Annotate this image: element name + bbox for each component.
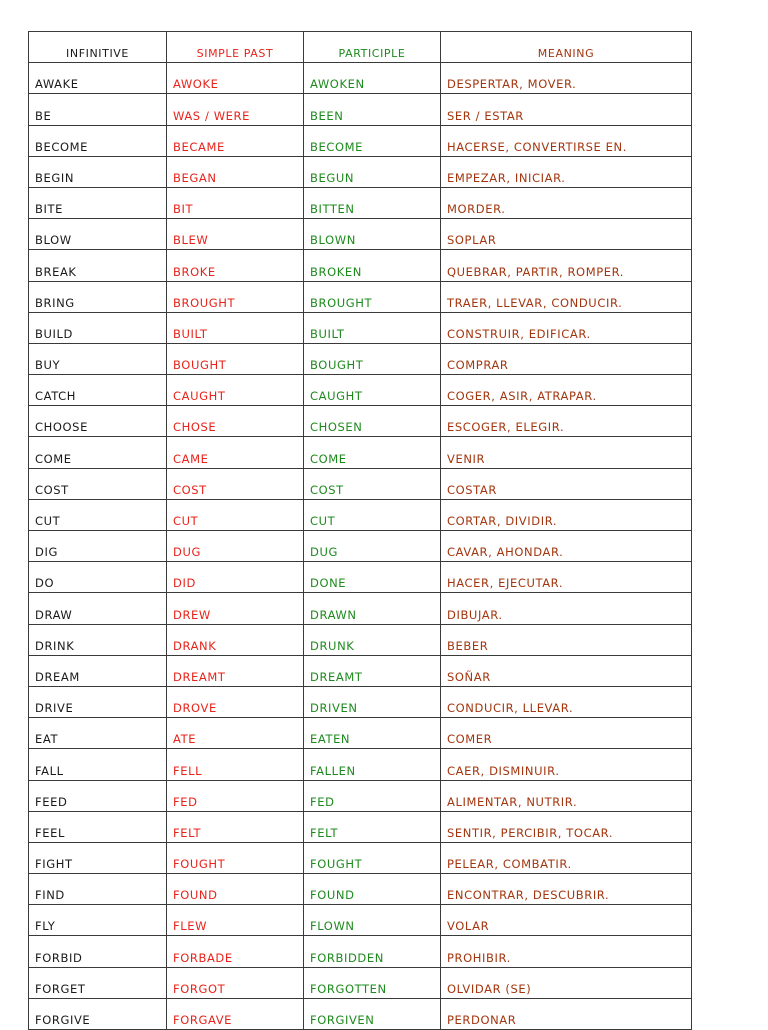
table-row xyxy=(29,375,692,406)
cell-participle: FED xyxy=(304,780,441,811)
table-row xyxy=(29,811,692,842)
cell-participle: BOUGHT xyxy=(304,343,441,374)
table-row xyxy=(29,187,692,218)
cell-simple-past: FLEW xyxy=(167,905,304,936)
cell-participle: DONE xyxy=(304,562,441,593)
cell-meaning: COGER, ASIR, ATRAPAR. xyxy=(441,375,692,406)
cell-meaning: HACERSE, CONVERTIRSE EN. xyxy=(441,125,692,156)
table-row xyxy=(29,281,692,312)
cell-meaning: SOPLAR xyxy=(441,219,692,250)
cell-infinitive: BLOW xyxy=(29,219,167,250)
table-row xyxy=(29,593,692,624)
cell-meaning: OLVIDAR (SE) xyxy=(441,967,692,998)
cell-infinitive: BUILD xyxy=(29,312,167,343)
cell-meaning: DESPERTAR, MOVER. xyxy=(441,63,692,94)
cell-infinitive: FALL xyxy=(29,749,167,780)
cell-meaning: PELEAR, COMBATIR. xyxy=(441,842,692,873)
cell-infinitive: AWAKE xyxy=(29,63,167,94)
table-row xyxy=(29,437,692,468)
cell-participle: BLOWN xyxy=(304,219,441,250)
cell-simple-past: FORBADE xyxy=(167,936,304,967)
cell-participle: DRUNK xyxy=(304,624,441,655)
table-row xyxy=(29,780,692,811)
table-row xyxy=(29,967,692,998)
cell-infinitive: BUY xyxy=(29,343,167,374)
cell-participle: FORGOTTEN xyxy=(304,967,441,998)
cell-simple-past: CUT xyxy=(167,499,304,530)
cell-meaning: CONDUCIR, LLEVAR. xyxy=(441,686,692,717)
cell-participle: BEEN xyxy=(304,94,441,125)
cell-participle: BECOME xyxy=(304,125,441,156)
cell-meaning: ESCOGER, ELEGIR. xyxy=(441,406,692,437)
cell-simple-past: BOUGHT xyxy=(167,343,304,374)
cell-meaning: COMPRAR xyxy=(441,343,692,374)
cell-simple-past: DREAMT xyxy=(167,655,304,686)
cell-participle: FORGIVEN xyxy=(304,998,441,1029)
cell-simple-past: FORGOT xyxy=(167,967,304,998)
cell-infinitive: COST xyxy=(29,468,167,499)
cell-participle: FLOWN xyxy=(304,905,441,936)
cell-simple-past: BIT xyxy=(167,187,304,218)
cell-simple-past: BROUGHT xyxy=(167,281,304,312)
cell-simple-past: FED xyxy=(167,780,304,811)
cell-simple-past: FOUND xyxy=(167,874,304,905)
cell-infinitive: DREAM xyxy=(29,655,167,686)
table-row xyxy=(29,250,692,281)
cell-simple-past: BUILT xyxy=(167,312,304,343)
cell-infinitive: BEGIN xyxy=(29,156,167,187)
cell-infinitive: DO xyxy=(29,562,167,593)
cell-meaning: DIBUJAR. xyxy=(441,593,692,624)
cell-meaning: CONSTRUIR, EDIFICAR. xyxy=(441,312,692,343)
cell-participle: CUT xyxy=(304,499,441,530)
table-row xyxy=(29,686,692,717)
table-row xyxy=(29,936,692,967)
table-row xyxy=(29,998,692,1029)
cell-meaning: PERDONAR xyxy=(441,998,692,1029)
cell-infinitive: FEEL xyxy=(29,811,167,842)
cell-meaning: EMPEZAR, INICIAR. xyxy=(441,156,692,187)
table-row xyxy=(29,874,692,905)
cell-infinitive: FORBID xyxy=(29,936,167,967)
cell-infinitive: FIGHT xyxy=(29,842,167,873)
table-row xyxy=(29,343,692,374)
cell-participle: CHOSEN xyxy=(304,406,441,437)
cell-simple-past: BLEW xyxy=(167,219,304,250)
cell-infinitive: BREAK xyxy=(29,250,167,281)
cell-participle: EATEN xyxy=(304,718,441,749)
cell-participle: CAUGHT xyxy=(304,375,441,406)
table-row xyxy=(29,531,692,562)
cell-infinitive: DIG xyxy=(29,531,167,562)
table-row xyxy=(29,842,692,873)
cell-infinitive: CHOOSE xyxy=(29,406,167,437)
table-row xyxy=(29,219,692,250)
cell-meaning: SOÑAR xyxy=(441,655,692,686)
cell-infinitive: FLY xyxy=(29,905,167,936)
cell-meaning: SENTIR, PERCIBIR, TOCAR. xyxy=(441,811,692,842)
cell-infinitive: FEED xyxy=(29,780,167,811)
cell-simple-past: BROKE xyxy=(167,250,304,281)
cell-simple-past: BEGAN xyxy=(167,156,304,187)
table-row xyxy=(29,499,692,530)
cell-infinitive: EAT xyxy=(29,718,167,749)
cell-meaning: TRAER, LLEVAR, CONDUCIR. xyxy=(441,281,692,312)
cell-infinitive: FORGET xyxy=(29,967,167,998)
cell-infinitive: FIND xyxy=(29,874,167,905)
cell-meaning: COSTAR xyxy=(441,468,692,499)
cell-simple-past: DROVE xyxy=(167,686,304,717)
cell-participle: BUILT xyxy=(304,312,441,343)
cell-simple-past: CAUGHT xyxy=(167,375,304,406)
cell-infinitive: DRIVE xyxy=(29,686,167,717)
cell-simple-past: COST xyxy=(167,468,304,499)
table-row xyxy=(29,905,692,936)
cell-participle: AWOKEN xyxy=(304,63,441,94)
cell-meaning: QUEBRAR, PARTIR, ROMPER. xyxy=(441,250,692,281)
cell-simple-past: AWOKE xyxy=(167,63,304,94)
cell-infinitive: CATCH xyxy=(29,375,167,406)
cell-infinitive: DRINK xyxy=(29,624,167,655)
cell-simple-past: DID xyxy=(167,562,304,593)
cell-simple-past: ATE xyxy=(167,718,304,749)
cell-infinitive: DRAW xyxy=(29,593,167,624)
cell-meaning: PROHIBIR. xyxy=(441,936,692,967)
cell-simple-past: FELL xyxy=(167,749,304,780)
cell-infinitive: BITE xyxy=(29,187,167,218)
cell-meaning: ALIMENTAR, NUTRIR. xyxy=(441,780,692,811)
cell-simple-past: CAME xyxy=(167,437,304,468)
header-simple-past: SIMPLE PAST xyxy=(167,32,304,63)
table-row xyxy=(29,125,692,156)
cell-participle: DRIVEN xyxy=(304,686,441,717)
header-infinitive: INFINITIVE xyxy=(29,32,167,63)
cell-meaning: CORTAR, DIVIDIR. xyxy=(441,499,692,530)
table-row xyxy=(29,406,692,437)
cell-simple-past: WAS / WERE xyxy=(167,94,304,125)
table-row xyxy=(29,156,692,187)
cell-participle: FALLEN xyxy=(304,749,441,780)
cell-meaning: HACER, EJECUTAR. xyxy=(441,562,692,593)
cell-simple-past: FOUGHT xyxy=(167,842,304,873)
cell-meaning: SER / ESTAR xyxy=(441,94,692,125)
cell-participle: DREAMT xyxy=(304,655,441,686)
cell-participle: DRAWN xyxy=(304,593,441,624)
header-participle: PARTICIPLE xyxy=(304,32,441,63)
table-row xyxy=(29,655,692,686)
table-row xyxy=(29,94,692,125)
cell-participle: BITTEN xyxy=(304,187,441,218)
table-row xyxy=(29,718,692,749)
cell-participle: FOUND xyxy=(304,874,441,905)
cell-simple-past: DREW xyxy=(167,593,304,624)
cell-participle: COST xyxy=(304,468,441,499)
cell-participle: DUG xyxy=(304,531,441,562)
cell-simple-past: DRANK xyxy=(167,624,304,655)
cell-simple-past: FORGAVE xyxy=(167,998,304,1029)
table-row xyxy=(29,749,692,780)
cell-participle: FELT xyxy=(304,811,441,842)
cell-infinitive: BECOME xyxy=(29,125,167,156)
verb-table-body xyxy=(29,32,692,1030)
cell-meaning: VENIR xyxy=(441,437,692,468)
table-row xyxy=(29,63,692,94)
cell-simple-past: BECAME xyxy=(167,125,304,156)
cell-meaning: BEBER xyxy=(441,624,692,655)
cell-infinitive: FORGIVE xyxy=(29,998,167,1029)
cell-participle: BEGUN xyxy=(304,156,441,187)
table-row xyxy=(29,312,692,343)
cell-participle: BROKEN xyxy=(304,250,441,281)
cell-participle: BROUGHT xyxy=(304,281,441,312)
cell-meaning: MORDER. xyxy=(441,187,692,218)
cell-meaning: ENCONTRAR, DESCUBRIR. xyxy=(441,874,692,905)
cell-infinitive: BRING xyxy=(29,281,167,312)
table-row xyxy=(29,468,692,499)
cell-meaning: COMER xyxy=(441,718,692,749)
table-row xyxy=(29,562,692,593)
cell-meaning: CAVAR, AHONDAR. xyxy=(441,531,692,562)
cell-simple-past: DUG xyxy=(167,531,304,562)
table-header-row xyxy=(29,32,692,63)
cell-infinitive: COME xyxy=(29,437,167,468)
cell-meaning: VOLAR xyxy=(441,905,692,936)
cell-simple-past: CHOSE xyxy=(167,406,304,437)
cell-participle: FOUGHT xyxy=(304,842,441,873)
irregular-verbs-table xyxy=(28,31,692,1030)
cell-infinitive: BE xyxy=(29,94,167,125)
cell-meaning: CAER, DISMINUIR. xyxy=(441,749,692,780)
cell-participle: COME xyxy=(304,437,441,468)
cell-participle: FORBIDDEN xyxy=(304,936,441,967)
cell-infinitive: CUT xyxy=(29,499,167,530)
header-meaning: MEANING xyxy=(441,32,692,63)
table-row xyxy=(29,624,692,655)
cell-simple-past: FELT xyxy=(167,811,304,842)
